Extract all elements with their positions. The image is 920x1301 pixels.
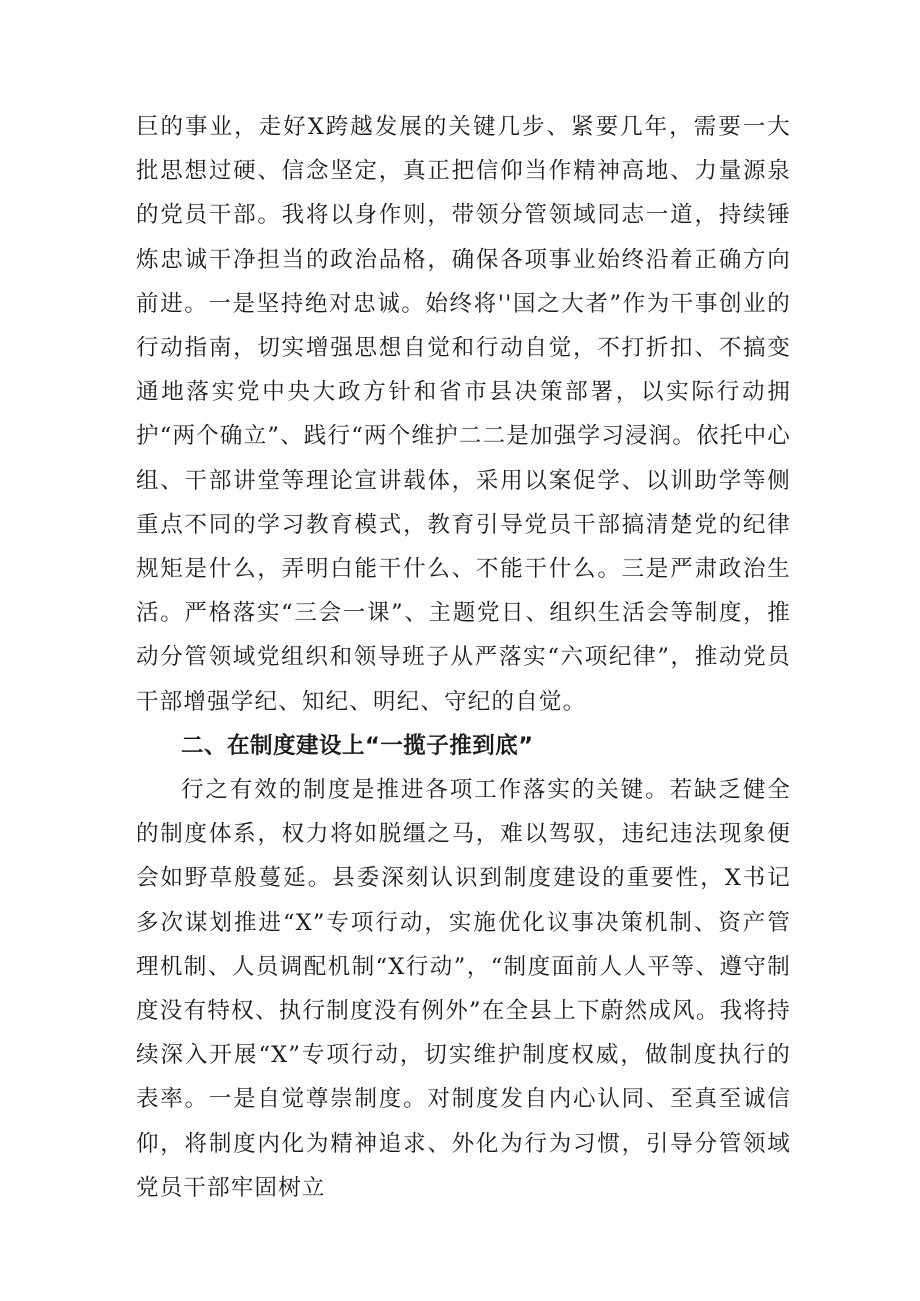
body-paragraph: 行之有效的制度是推进各项工作落实的关键。若缺乏健全的制度体系，权力将如脱缰之马，难以驾驭，违纪违法现象便会如野草般蔓延。县委深刻认识到制度建设的重要性，X书记多次谋划推进“X”专项行动，实施优化议事决策机制、资产管理机制、人员调配机制“X行动”，“制度面前人人平等、遵守制度没有特权、执行制度没有例外”在全县上下蔚然成风。我将持续深入开展“X”专项行动，切实维护制度权威，做制度执行的表率。一是自觉尊崇制度。对制度发自内心认同、至真至诚信仰，将制度内化为精神追求、外化为行为习惯，引导分管领域党员干部牢固树立 <box>136 777 791 1201</box>
document-body <box>136 105 791 1210</box>
section-heading: 二、在制度建设上“一揽子推到底” <box>181 732 534 759</box>
body-paragraph: 巨的事业，走好X跨越发展的关键几步、紧要几年，需要一大批思想过硬、信念坚定，真正把信仰当作精神高地、力量源泉的党员干部。我将以身作则，带领分管领域同志一道，持续锤炼忠诚干净担当的政治品格，确保各项事业始终沿着正确方向前进。一是坚持绝对忠诚。始终将''国之大者”作为干事创业的行动指南，切实增强思想自觉和行动自觉，不打折扣、不搞变通地落实党中央大政方针和省市县决策部署，以实际行动拥护“两个确立”、践行“两个维护二二是加强学习浸润。依托中心组、干部讲堂等理论宣讲载体，采用以案促学、以训助学等侧重点不同的学习教育模式，教育引导党员干部搞清楚党的纪律规矩是什么，弄明白能干什么、不能干什么。三是严肃政治生活。严格落实“三会一课”、主题党日、组织生活会等制度，推动分管领域党组织和领导班子从严落实“六项纪律”，推动党员干部增强学纪、知纪、明纪、守纪的自觉。 <box>136 114 791 715</box>
